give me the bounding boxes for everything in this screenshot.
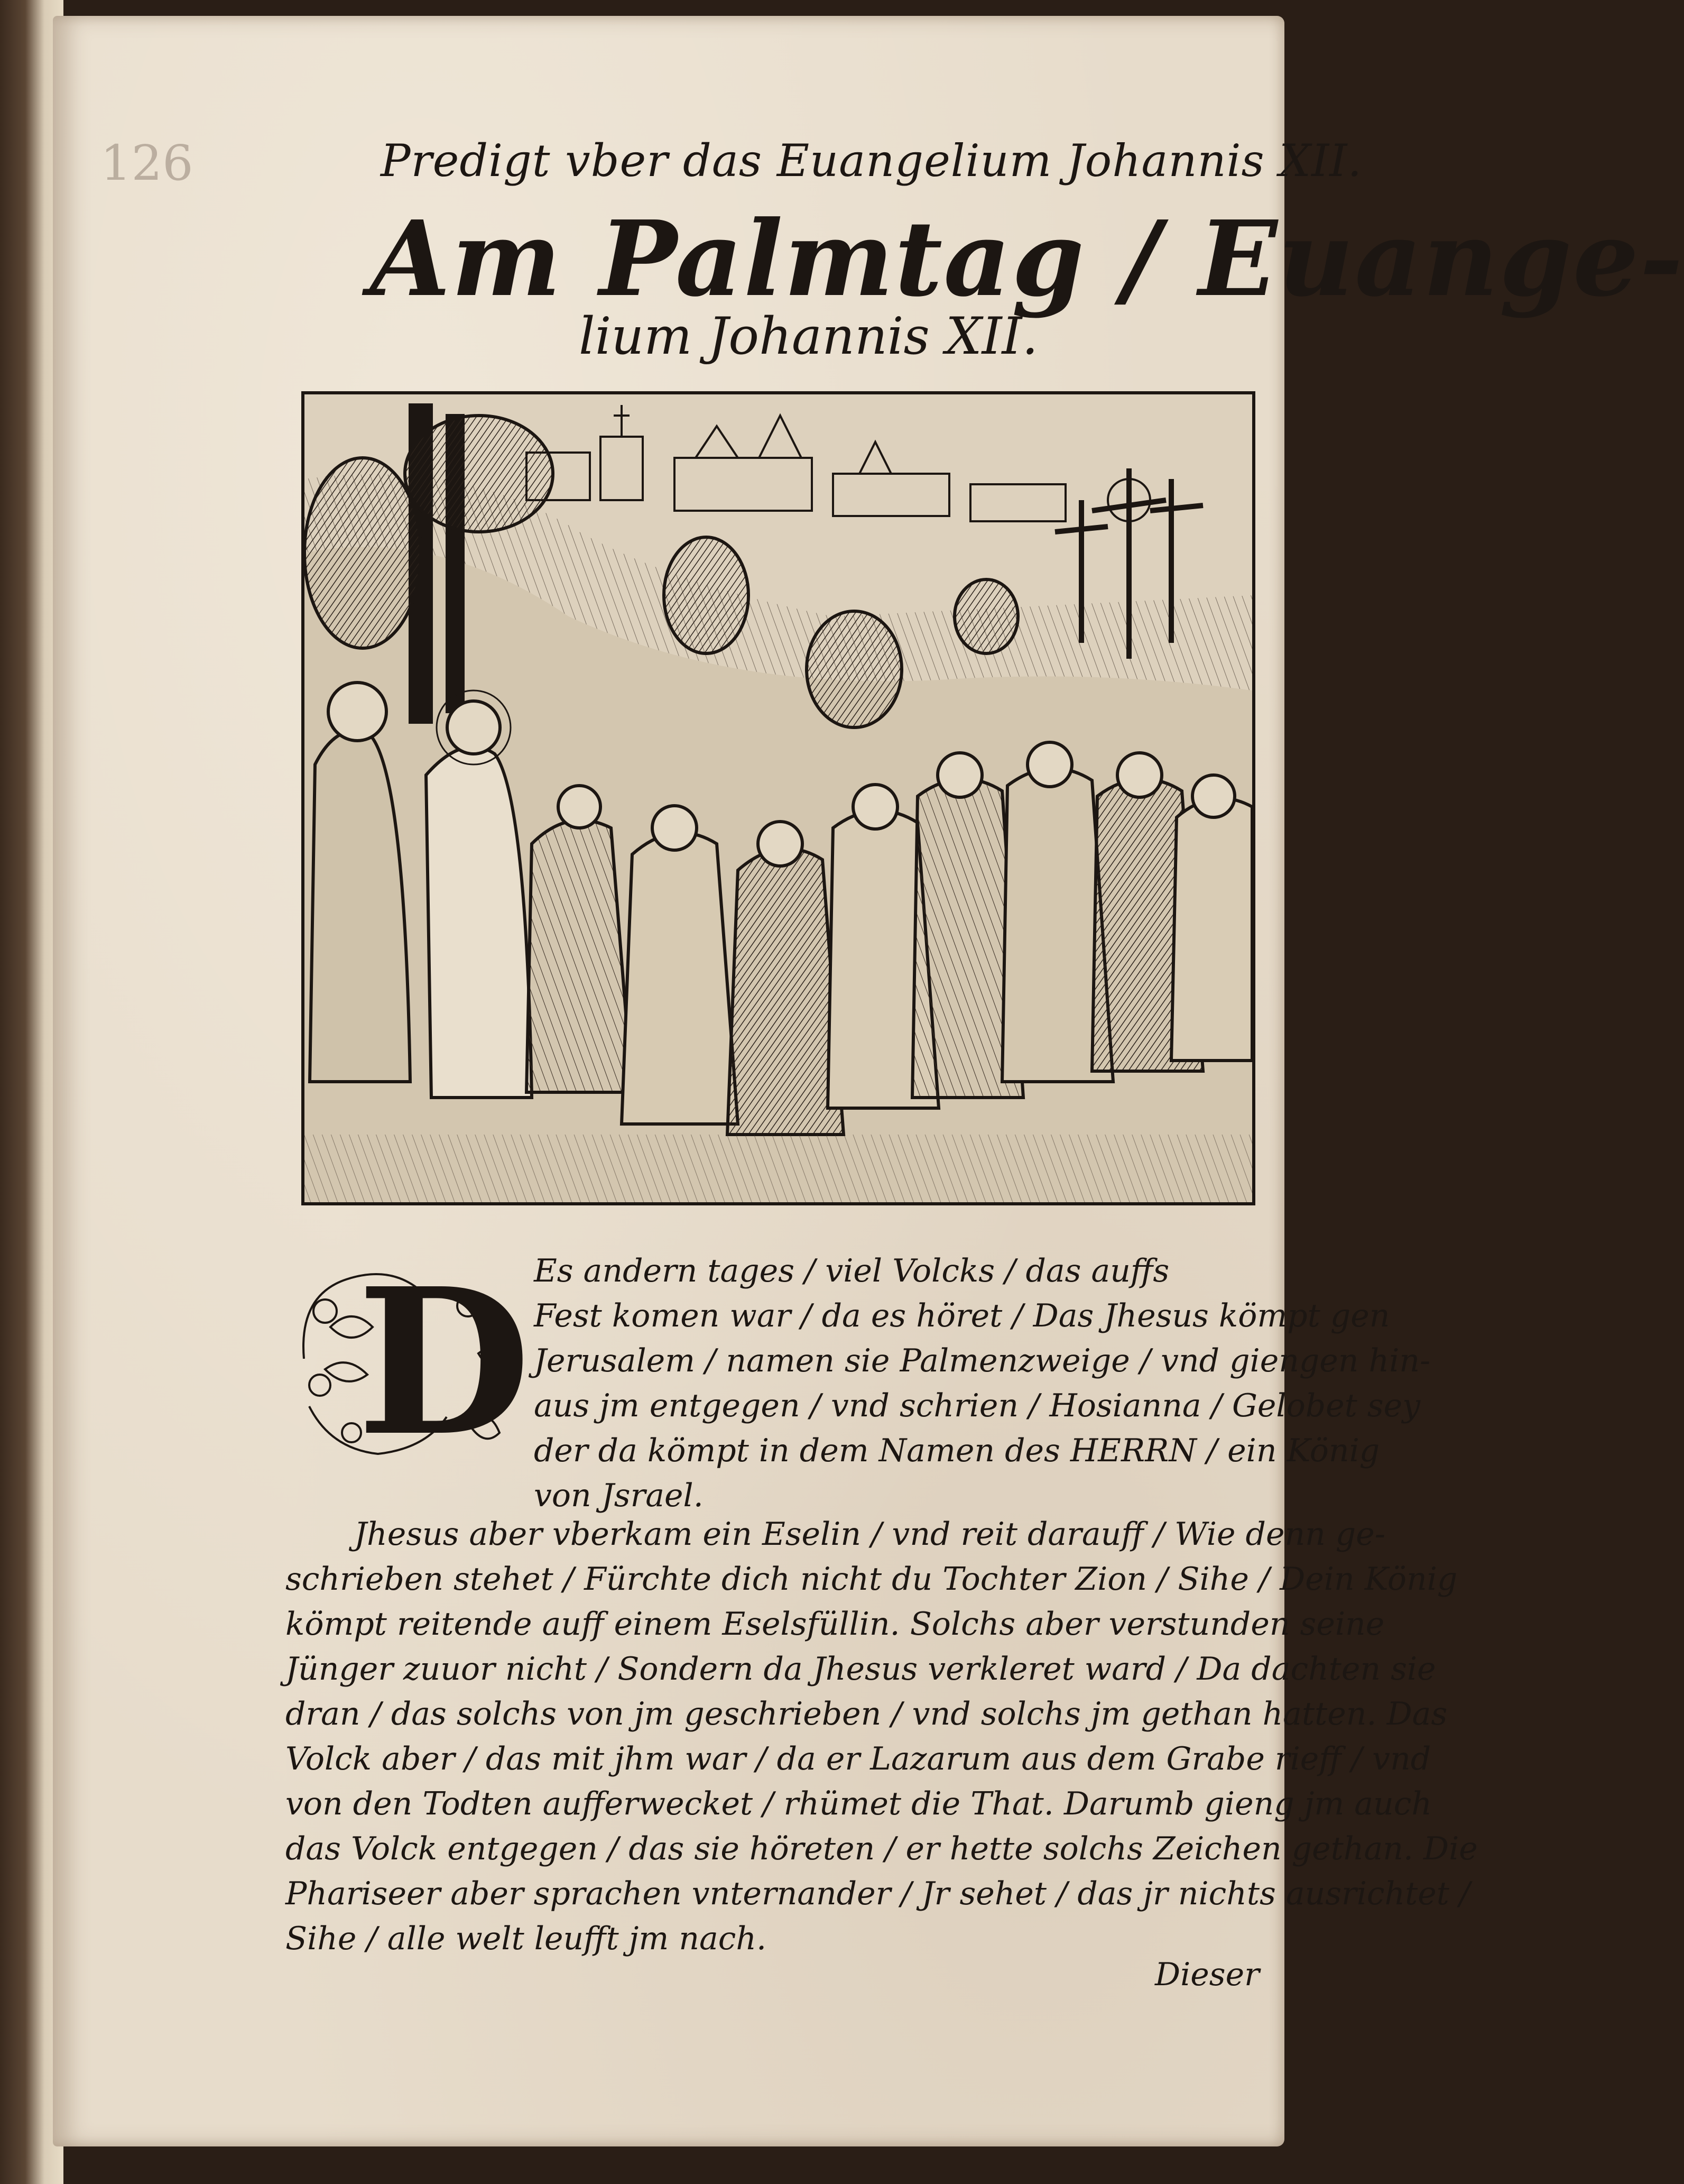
palm-sunday-woodcut-illustration	[301, 391, 1255, 1205]
page-number: 126	[100, 135, 193, 191]
text-line: Volck aber / das mit jhm war / da er Lazarum aus dem Grabe rieff / vnd	[285, 1740, 1431, 1777]
text-line: von den Todten aufferwecket / rhümet die That. Darumb gieng jm auch	[285, 1785, 1432, 1822]
text-line: kömpt reitende auff einem Eselsfüllin. Solchs aber verstunden seine	[285, 1606, 1385, 1643]
text-line: Fest komen war / da es höret / Das Jhesus kömpt gen	[534, 1297, 1390, 1334]
text-line: Es andern tages / viel Volcks / das auffs	[534, 1252, 1170, 1289]
text-line: dran / das solchs von jm geschrieben / vnd solchs jm gethan hatten. Das	[285, 1695, 1448, 1733]
text-line: das Volck entgegen / das sie höreten / er hette solchs Zeichen gethan. Die	[285, 1830, 1478, 1867]
text-line: Jhesus aber vberkam ein Eselin / vnd reit darauff / Wie denn ge-	[354, 1516, 1385, 1553]
text-line: der da kömpt in dem Namen des HERRN / ein König	[534, 1432, 1380, 1469]
chapter-subtitle: lium Johannis XII.	[579, 307, 1038, 366]
running-head: Predigt vber das Euangelium Johannis XII.	[381, 135, 1363, 187]
chapter-title: Am Palmtag / Euange-	[370, 198, 1684, 320]
text-line: Jerusalem / namen sie Palmenzweige / vnd giengen hin-	[534, 1342, 1431, 1379]
text-line: von Jsrael.	[534, 1477, 704, 1514]
gospel-paragraph	[285, 1249, 1431, 1518]
gospel-paragraph-2	[285, 1512, 1478, 1961]
text-line: schrieben stehet / Fürchte dich nicht du Tochter Zion / Sihe / Dein König	[285, 1561, 1458, 1598]
text-line: aus jm entgegen / vnd schrien / Hosianna / Gelobet sey	[534, 1387, 1421, 1424]
initial-letter-glyph: D	[357, 1244, 531, 1480]
text-line: Phariseer aber sprachen vnternander / Jr sehet / das jr nichts ausrichtet /	[285, 1875, 1470, 1912]
catchword: Dieser	[1155, 1956, 1260, 1993]
text-line: Jünger zuuor nicht / Sondern da Jhesus verkleret ward / Da dachten sie	[285, 1651, 1436, 1688]
text-line: Sihe / alle welt leufft jm nach.	[285, 1920, 767, 1957]
